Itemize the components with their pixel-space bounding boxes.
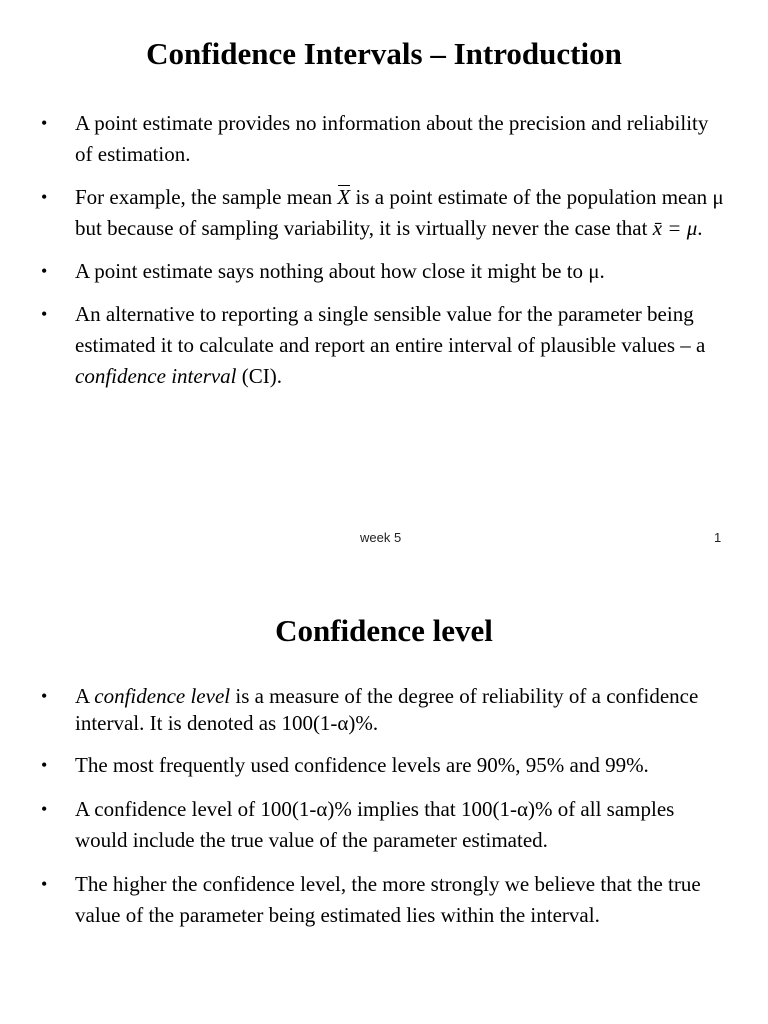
emphasis-term: confidence level (94, 684, 231, 708)
bullet-dot-icon: • (41, 874, 48, 894)
bullet-text: A (75, 684, 95, 708)
bullet-text: A point estimate says nothing about how close it might be to μ. (75, 259, 605, 283)
bullet-text: The most frequently used confidence levels are 90%, 95% and 99%. (75, 753, 649, 777)
bullet-text: . (697, 216, 703, 240)
bullet-dot-icon: • (41, 187, 48, 207)
bullet-item (0, 750, 768, 781)
bullet-text: A confidence level of 100(1-α)% implies that 100(1-α)% of all samples would include the true value of the parameter estimated. (75, 797, 675, 852)
bullet-text: A point estimate provides no information about the precision and reliability of estimation. (75, 111, 709, 166)
bullet-dot-icon: • (41, 799, 48, 819)
bullet-item (0, 182, 768, 244)
emphasis-term: confidence interval (75, 364, 237, 388)
slide-title: Confidence level (275, 613, 493, 648)
bullet-dot-icon: • (41, 113, 48, 133)
bullet-dot-icon: • (41, 261, 48, 281)
bullet-item (0, 794, 768, 856)
bullet-text: For example, the sample mean (75, 185, 338, 209)
bullet-item (0, 869, 768, 931)
slide-2 (0, 560, 768, 1024)
equation: x̄ = μ (652, 216, 698, 240)
bullet-item (0, 108, 768, 170)
bullet-dot-icon: • (41, 686, 48, 706)
bullet-dot-icon: • (41, 304, 48, 324)
footer-week-label: week 5 (360, 530, 402, 545)
bullet-list (0, 683, 768, 944)
bullet-item (0, 299, 768, 392)
sample-mean-symbol: X (337, 182, 350, 213)
bullet-text: The higher the confidence level, the more strongly we believe that the true value of the parameter being estimated lies within the interval. (75, 872, 701, 927)
slide-title: Confidence Intervals – Introduction (146, 36, 622, 71)
bullet-text: An alternative to reporting a single sensible value for the parameter being estimated it to calculate and report an entire interval of plausible values – a (75, 302, 706, 357)
bullet-text: (CI). (236, 364, 283, 388)
bullet-item (0, 683, 768, 737)
bullet-dot-icon: • (41, 755, 48, 775)
bullet-text: is a point estimate of the population mean μ but because of sampling variability, it is virtually never the case that (75, 185, 724, 240)
bullet-list (0, 108, 768, 404)
bullet-text: is a measure of the degree of reliability of a confidence interval. It is denoted as 100(1-α)%. (75, 684, 699, 735)
bullet-item (0, 256, 768, 287)
page-number: 1 (714, 530, 722, 545)
